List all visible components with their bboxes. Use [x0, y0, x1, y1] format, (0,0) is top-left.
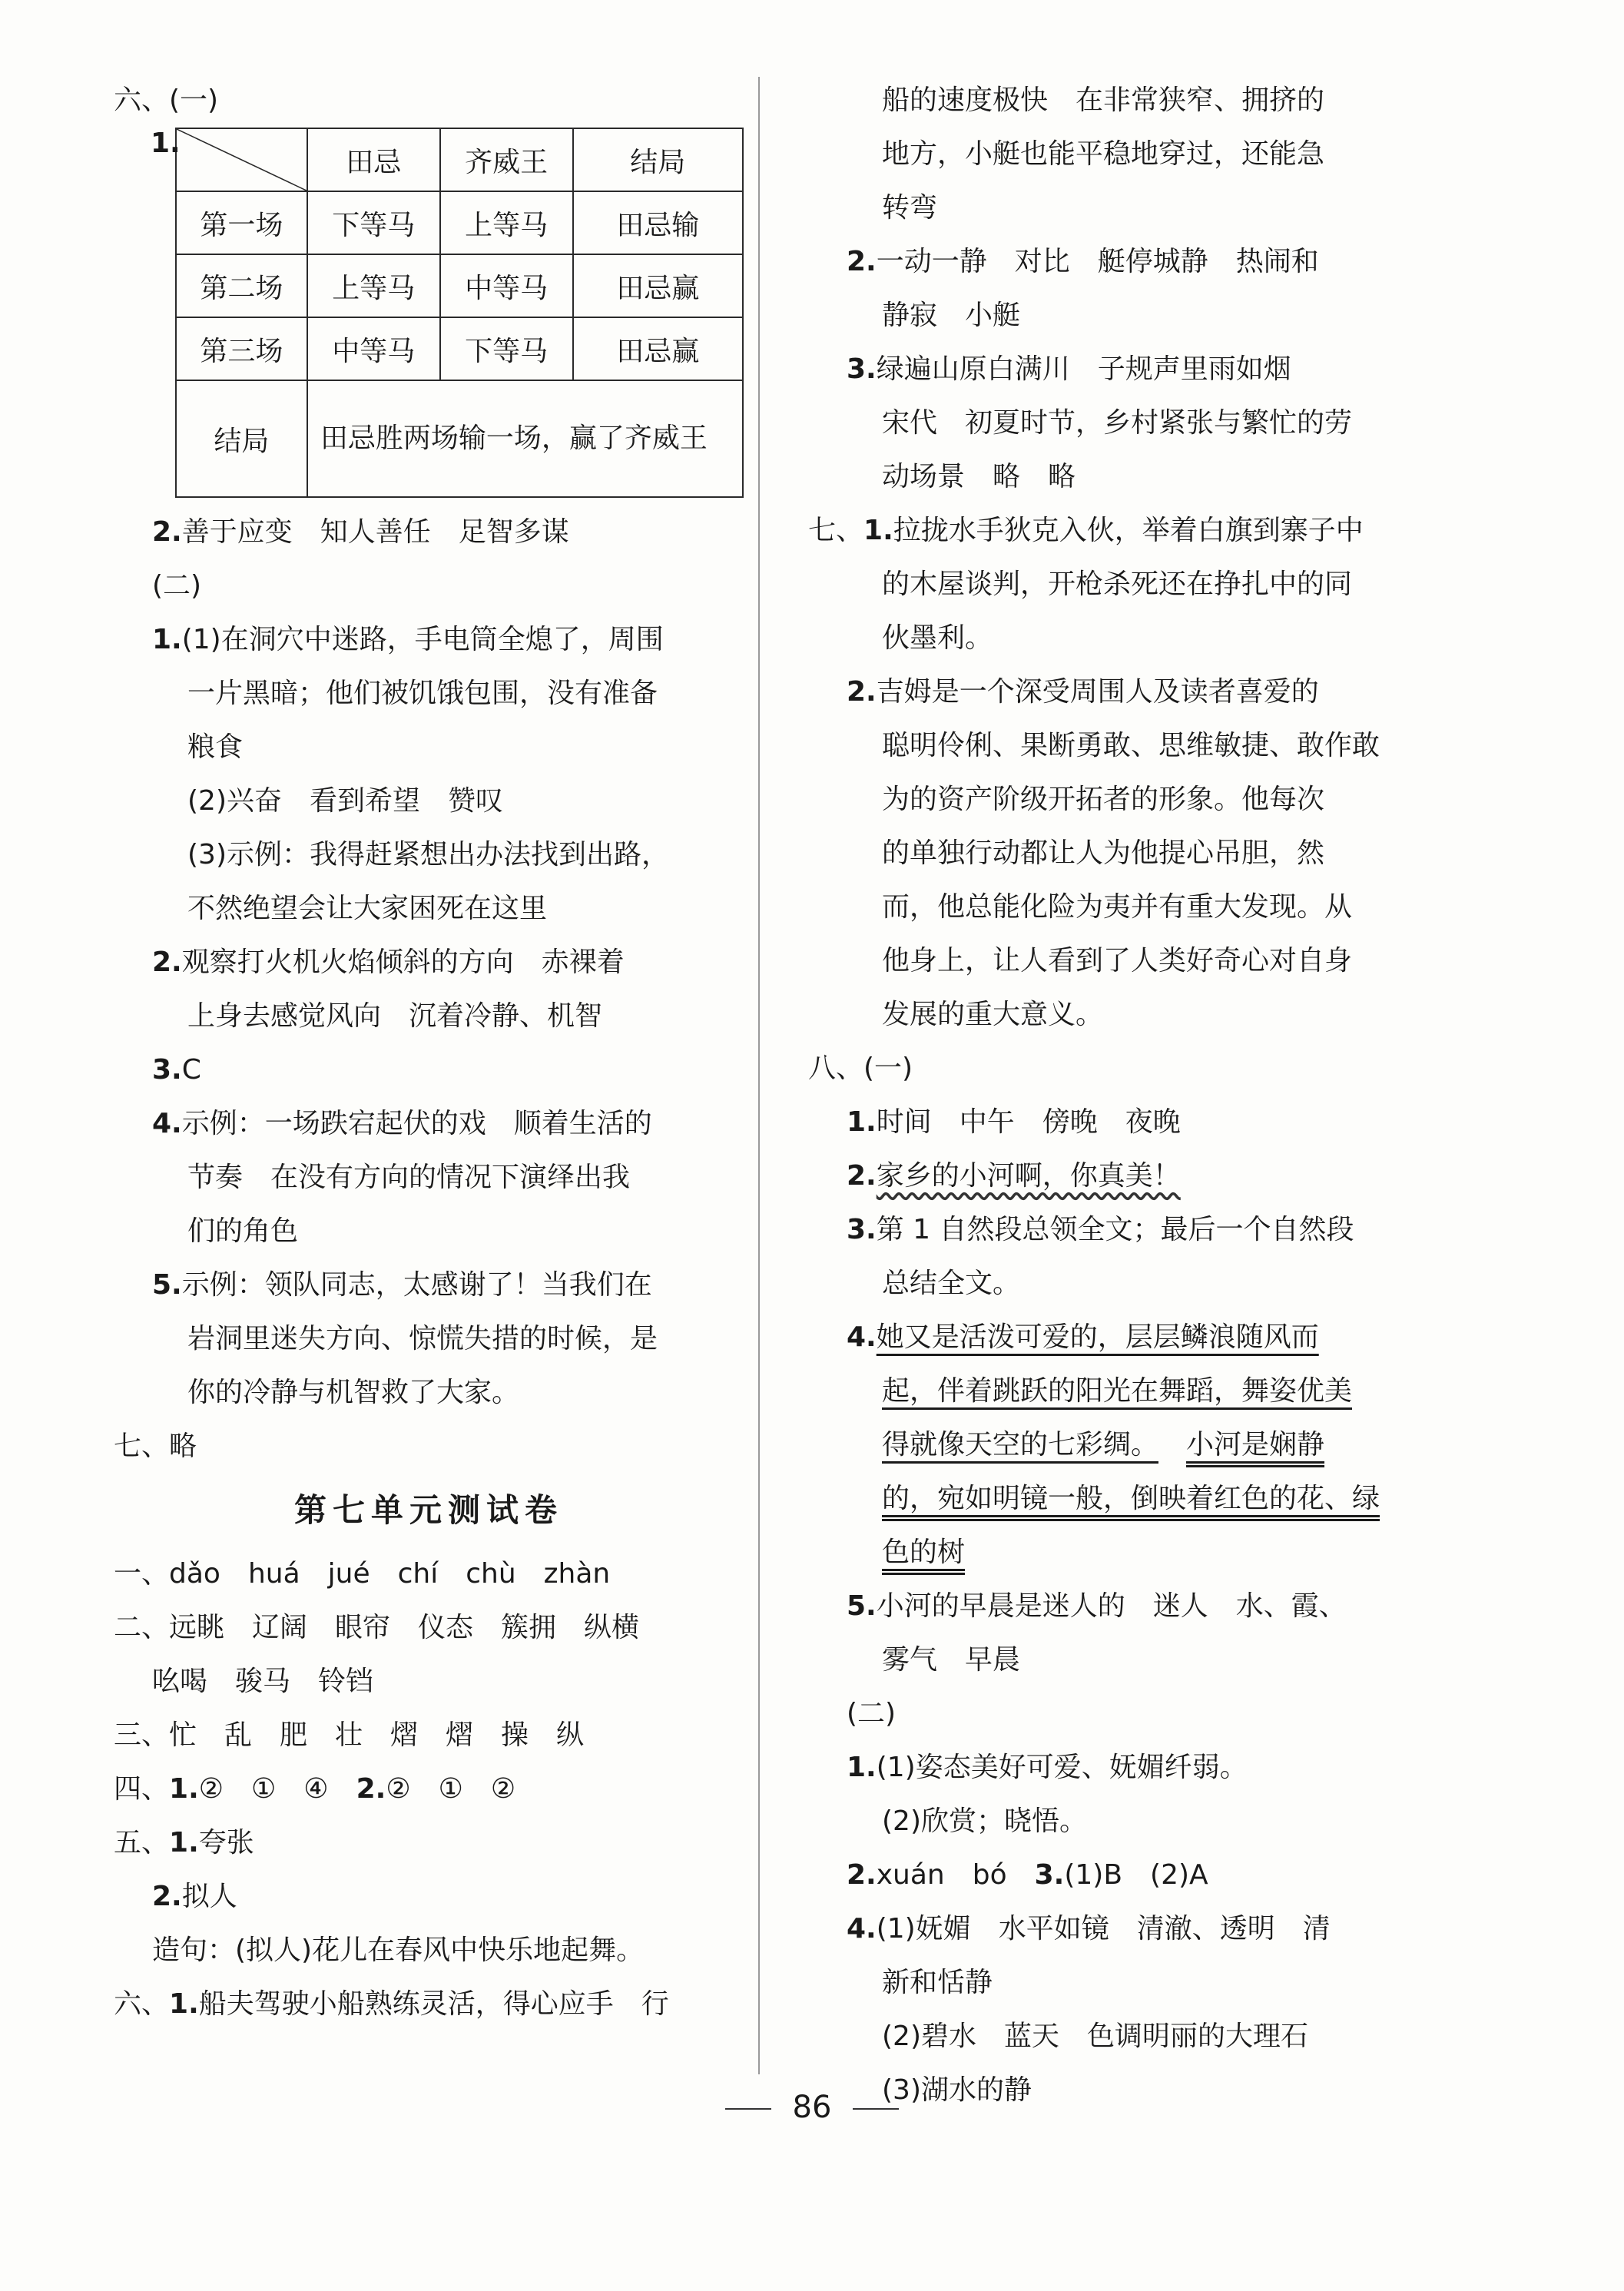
- item-number: 三、: [114, 1719, 170, 1751]
- double-underlined-text: 色的树: [882, 1537, 966, 1568]
- left-column: [114, 74, 744, 2031]
- item-continuation: 造句：(拟人)花儿在春风中快乐地起舞。: [152, 1935, 645, 1966]
- item-number: 2.: [152, 516, 182, 548]
- item-continuation: 不然绝望会让大家困死在这里: [187, 893, 548, 924]
- item-number: 2.: [356, 1773, 386, 1805]
- item-number: 4.: [847, 1321, 877, 1353]
- list-item: [808, 343, 1438, 396]
- table-cell: 第一场: [176, 191, 307, 254]
- item-continuation: 一片黑暗；他们被饥饿包围，没有准备: [187, 678, 658, 709]
- right-column: [808, 74, 1438, 2117]
- item-continuation: 宋代 初夏时节，乡村紧张与繁忙的劳: [882, 407, 1353, 439]
- item-text: 拉拢水手狄克入伙，举着白旗到寨子中: [893, 515, 1364, 546]
- page-number-footer: [0, 2090, 1624, 2125]
- list-item: [114, 1601, 744, 1655]
- item-text: (1)姿态美好可爱、妩媚纤弱。: [876, 1752, 1248, 1783]
- table-cell: 中等马: [307, 317, 440, 380]
- double-underlined-text: 小河是娴静: [1186, 1429, 1325, 1460]
- list-item: [808, 504, 1438, 558]
- list-item: [114, 1258, 744, 1312]
- item-number: 2.: [847, 1859, 877, 1891]
- item-number: 1.: [169, 1773, 199, 1805]
- underlined-text: 她又是活泼可爱的，层层鳞浪随风而: [876, 1321, 1319, 1353]
- item-number: 2.: [847, 676, 877, 708]
- item-number: 1.: [152, 624, 182, 655]
- table-final-result: 田忌胜两场输一场，赢了齐威王: [307, 380, 743, 497]
- table-cell: 下等马: [307, 191, 440, 254]
- table-cell: 上等马: [307, 254, 440, 317]
- underlined-text: 起，伴着跳跃的阳光在舞蹈，舞姿优美: [882, 1375, 1353, 1407]
- item-continuation: [808, 1364, 1438, 1418]
- item-continuation: 们的角色: [187, 1215, 299, 1247]
- item-text: 夸张: [198, 1827, 254, 1858]
- item-number: 四、: [114, 1773, 170, 1805]
- list-item: [114, 506, 744, 559]
- item-number: 3.: [152, 1054, 182, 1086]
- list-item: [114, 1978, 744, 2031]
- item-text: 小河的早晨是迷人的 迷人 水、霞、: [876, 1590, 1347, 1622]
- item-text: (1)B (2)A: [1064, 1859, 1208, 1891]
- item-text: ② ① ②: [386, 1773, 516, 1805]
- list-item: [808, 665, 1438, 719]
- item-continuation: 为的资产阶级开拓者的形象。他每次: [882, 784, 1325, 815]
- table-cell: 田忌赢: [573, 254, 743, 317]
- item-number: 2.: [847, 246, 877, 277]
- table-cell: 下等马: [440, 317, 573, 380]
- item-number: 4.: [152, 1108, 182, 1139]
- table-item-number: 1.: [151, 128, 181, 159]
- list-item: [808, 1203, 1438, 1257]
- list-item: [114, 936, 744, 990]
- page-number: 86: [792, 2090, 832, 2125]
- subsection-heading: (二): [152, 570, 202, 602]
- item-continuation: 聪明伶俐、果断勇敢、思维敏捷、敢作敢: [882, 730, 1380, 761]
- item-number: 2.: [152, 947, 182, 978]
- item-number: 1.: [863, 515, 893, 546]
- item-text: 示例：一场跌宕起伏的戏 顺着生活的: [181, 1108, 652, 1139]
- item-number: 2.: [152, 1881, 182, 1912]
- item-number: 1.: [847, 1106, 877, 1138]
- item-continuation: [808, 1472, 1438, 1526]
- item-continuation: 船的速度极快 在非常狭窄、拥挤的: [882, 85, 1325, 116]
- item-number: 1.: [169, 1827, 199, 1858]
- tianji-table-block: [114, 128, 744, 498]
- list-item: [808, 1848, 1438, 1902]
- list-item: [114, 1709, 744, 1762]
- item-text: 时间 中午 傍晚 夜晚: [876, 1106, 1181, 1138]
- item-number: 5.: [152, 1269, 182, 1301]
- item-text: C: [181, 1054, 201, 1086]
- list-item: [114, 1043, 744, 1097]
- item-text: 一动一静 对比 艇停城静 热闹和: [876, 246, 1319, 277]
- item-continuation: 转弯: [882, 192, 938, 224]
- footer-dash: [853, 2108, 899, 2110]
- item-text: (1)妩媚 水平如镜 清澈、透明 清: [876, 1913, 1331, 1945]
- table-cell: 中等马: [440, 254, 573, 317]
- item-continuation: 雾气 早晨: [882, 1644, 1021, 1676]
- subsection-heading: (二): [847, 1698, 897, 1729]
- wavy-underlined-text: 家乡的小河啊，你真美！: [876, 1160, 1181, 1192]
- table-row: [176, 191, 743, 254]
- list-item: [114, 1097, 744, 1151]
- table-row: [176, 380, 743, 497]
- item-continuation: 你的冷静与机智救了大家。: [187, 1377, 520, 1408]
- item-continuation: 地方，小艇也能平稳地穿过，还能急: [882, 138, 1325, 170]
- footer-dash: [725, 2108, 771, 2110]
- table-cell: 第二场: [176, 254, 307, 317]
- list-item: [114, 1870, 744, 1924]
- item-continuation: (2)欣赏；晓悟。: [882, 1805, 1087, 1837]
- item-number: 六、: [114, 1988, 170, 2020]
- item-text: 善于应变 知人善任 足智多谋: [181, 516, 569, 548]
- item-continuation: 他身上，让人看到了人类好奇心对自身: [882, 945, 1353, 976]
- section-8-heading: 八、(一): [808, 1053, 913, 1084]
- item-number: 五、: [114, 1827, 170, 1858]
- item-number: 2.: [847, 1160, 877, 1192]
- item-continuation: 新和恬静: [882, 1967, 993, 1998]
- item-continuation: 粮食: [187, 731, 244, 763]
- table-cell: 田忌输: [573, 191, 743, 254]
- column-divider: [758, 77, 760, 2074]
- item-text: 吉姆是一个深受周围人及读者喜爱的: [876, 676, 1319, 708]
- item-text: 忙 乱 肥 壮 熠 熠 操 纵: [169, 1719, 585, 1751]
- item-continuation: [808, 1526, 1438, 1580]
- item-number: 1.: [169, 1988, 199, 2020]
- item-text: 观察打火机火焰倾斜的方向 赤裸着: [181, 947, 625, 978]
- item-continuation: (3)湖水的静: [882, 2074, 1032, 2106]
- item-continuation: (3)示例：我得赶紧想出办法找到出路，: [187, 839, 669, 870]
- item-continuation: 而，他总能化险为夷并有重大发现。从: [882, 891, 1353, 923]
- item-continuation: 伙墨利。: [882, 622, 993, 654]
- item-continuation: 的木屋谈判，开枪杀死还在挣扎中的同: [882, 569, 1353, 600]
- underlined-text: 得就像天空的七彩绸。: [882, 1429, 1159, 1460]
- item-continuation: 静寂 小艇: [882, 300, 1021, 331]
- tianji-horse-race-table: [175, 128, 744, 498]
- item-continuation: 动场景 略 略: [882, 461, 1076, 492]
- item-text: 第 1 自然段总领全文；最后一个自然段: [876, 1214, 1354, 1245]
- item-continuation: 节奏 在没有方向的情况下演绎出我: [187, 1162, 631, 1193]
- item-number: 3.: [847, 353, 877, 385]
- item-continuation: (2)碧水 蓝天 色调明丽的大理石: [882, 2021, 1308, 2052]
- section-7-heading: 七、略: [114, 1431, 197, 1462]
- item-text: 拟人: [181, 1881, 237, 1912]
- table-header-cell: 齐威王: [440, 128, 573, 191]
- item-text: 船夫驾驶小船熟练灵活，得心应手 行: [198, 1988, 669, 2020]
- item-number: 4.: [847, 1913, 877, 1945]
- table-header-cell: 田忌: [307, 128, 440, 191]
- item-text: 示例：领队同志，太感谢了！当我们在: [181, 1269, 652, 1301]
- list-item: [114, 1762, 744, 1816]
- list-item: [114, 1547, 744, 1601]
- item-text: dǎo huá jué chí chù zhàn: [169, 1558, 611, 1590]
- table-final-label: 结局: [176, 380, 307, 497]
- item-number: 3.: [847, 1214, 877, 1245]
- unit-test-title: 第七单元测试卷: [293, 1491, 563, 1529]
- list-item: [808, 1580, 1438, 1633]
- list-item: [808, 1741, 1438, 1795]
- list-item: [808, 1096, 1438, 1149]
- item-text: 绿遍山原白满川 子规声里雨如烟: [876, 353, 1291, 385]
- item-continuation: (2)兴奋 看到希望 赞叹: [187, 785, 503, 817]
- table-header-cell: 结局: [573, 128, 743, 191]
- table-row: [176, 254, 743, 317]
- item-number: 3.: [1034, 1859, 1065, 1891]
- item-continuation: 吆喝 骏马 铃铛: [152, 1666, 374, 1697]
- double-underlined-text: 的，宛如明镜一般，倒映着红色的花、绿: [882, 1483, 1380, 1514]
- table-corner-cell: [176, 128, 307, 191]
- item-number: 1.: [847, 1752, 877, 1783]
- item-continuation: 总结全文。: [882, 1268, 1021, 1299]
- list-item: [808, 1149, 1438, 1203]
- item-continuation: 岩洞里迷失方向、惊慌失措的时候，是: [187, 1323, 658, 1354]
- table-cell: 第三场: [176, 317, 307, 380]
- section-6-heading: 六、(一): [114, 85, 219, 116]
- item-continuation: [808, 1418, 1438, 1472]
- item-number: 一、: [114, 1558, 170, 1590]
- item-text: 远眺 辽阔 眼帘 仪态 簇拥 纵横: [169, 1612, 640, 1643]
- list-item: [114, 613, 744, 667]
- table-cell: 田忌赢: [573, 317, 743, 380]
- list-item: [808, 235, 1438, 289]
- list-item: [808, 1311, 1438, 1364]
- table-cell: 上等马: [440, 191, 573, 254]
- item-continuation: 的单独行动都让人为他提心吊胆，然: [882, 837, 1325, 869]
- item-text: (1)在洞穴中迷路，手电筒全熄了，周围: [181, 624, 664, 655]
- item-text: ② ① ④: [198, 1773, 356, 1805]
- item-number: 二、: [114, 1612, 170, 1643]
- item-number: 5.: [847, 1590, 877, 1622]
- item-text: xuán bó: [876, 1859, 1035, 1891]
- list-item: [808, 1902, 1438, 1956]
- item-continuation: 上身去感觉风向 沉着冷静、机智: [187, 1000, 603, 1032]
- list-item: [114, 1816, 744, 1870]
- item-continuation: 发展的重大意义。: [882, 999, 1104, 1030]
- item-number: 七、: [808, 515, 864, 546]
- table-row: [176, 317, 743, 380]
